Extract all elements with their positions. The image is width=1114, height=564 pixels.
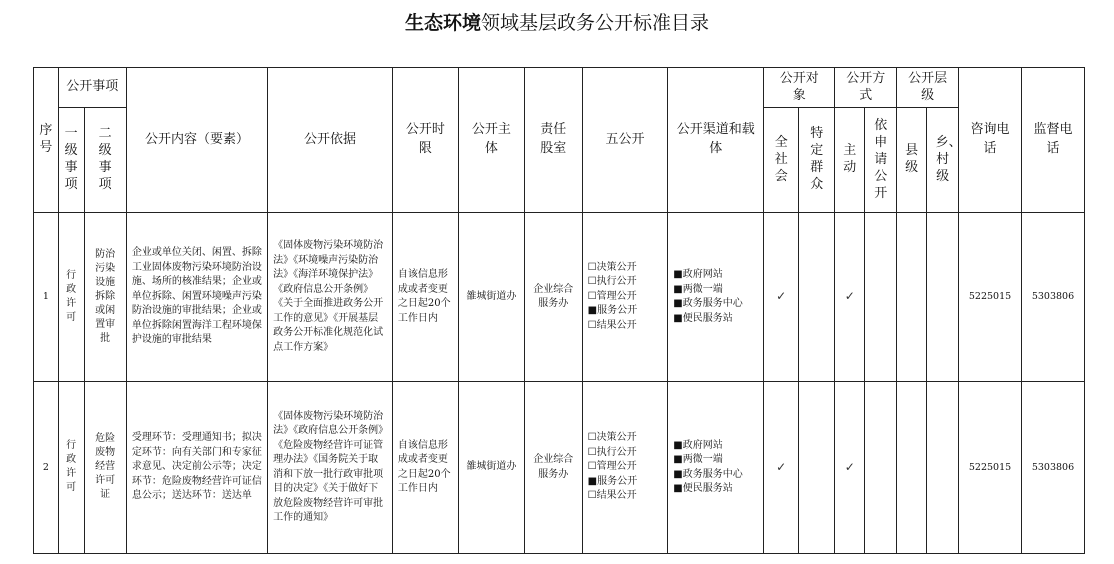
check-active: ✓ — [835, 213, 865, 382]
five-item: ☐结果公开 — [587, 490, 637, 502]
cell-seq: 2 — [34, 382, 59, 554]
header-level1: 一级事项 — [58, 108, 84, 213]
five-item: ☐管理公开 — [587, 290, 637, 302]
channel-item: ■政府网站 — [673, 269, 723, 280]
title-bold: 生态环境 — [404, 12, 481, 34]
page-title — [0, 8, 1114, 35]
channel-item: ■政务服务中心 — [673, 468, 743, 480]
cell-basis: 《固体废物污染环境防治法》《政府信息公开条例》《危险废物经营许可证管理办法》《国务院关于取消和下放一批行政审批项目的决定》《关于做好下放危险废物经营许可审批工作的通知》 — [268, 382, 393, 554]
cell-supervise-phone: 5303806 — [1021, 382, 1084, 554]
check-all-society: ✓ — [764, 213, 799, 382]
cell-level1: 行政许可 — [58, 382, 84, 554]
table-row — [34, 213, 1085, 382]
five-item: ■服务公开 — [587, 305, 638, 317]
check-town — [927, 213, 959, 382]
cell-consult-phone: 5225015 — [959, 382, 1022, 554]
header-level-group: 公开层级 — [897, 68, 959, 108]
five-item: ☐决策公开 — [587, 432, 637, 444]
header-content: 公开内容（要素） — [126, 68, 267, 213]
five-item: ☐执行公开 — [587, 276, 637, 288]
table-row — [34, 382, 1085, 554]
header-item-group: 公开事项 — [58, 68, 126, 108]
channel-item: ■两微一端 — [673, 283, 723, 295]
cell-level2: 危险废物经营许可证 — [84, 382, 126, 554]
check-specific — [799, 213, 835, 382]
cell-seq: 1 — [34, 213, 59, 382]
channel-item: ■政务服务中心 — [673, 298, 743, 309]
cell-level2: 防治污染设施拆除或闲置审批 — [84, 213, 126, 382]
check-county — [897, 213, 927, 382]
cell-content: 企业或单位关闭、闲置、拆除工业固体废物污染环境防治设施、场所的核准结果；企业或单位拆除、闲置环境噪声污染防治设施的审批结果；企业或单位拆除闲置海洋工程环境保护设施的审批结果 — [126, 213, 267, 382]
check-on-request — [865, 382, 897, 554]
header-specific: 特定群众 — [799, 108, 835, 213]
catalog-table — [33, 67, 1085, 554]
header-county: 县级 — [897, 108, 927, 213]
cell-level1: 行政许可 — [58, 213, 84, 382]
check-town — [927, 382, 959, 554]
header-five: 五公开 — [582, 68, 668, 213]
cell-five — [582, 382, 668, 554]
header-on-request: 依申请公开 — [865, 108, 897, 213]
cell-basis: 《固体废物污染环境防治法》《环境噪声污染防治法》《海洋环境保护法》《政府信息公开条例》《关于全面推进政务公开工作的意见》《开展基层政务公开标准化规范化试点工作方案》 — [268, 213, 393, 382]
check-active: ✓ — [835, 382, 865, 554]
channel-item: ■两微一端 — [673, 454, 723, 465]
cell-office: 企业综合服务办 — [524, 213, 582, 382]
five-item: ☐管理公开 — [587, 461, 637, 473]
check-all-society: ✓ — [764, 382, 799, 554]
cell-channel — [668, 382, 764, 554]
check-on-request — [865, 213, 897, 382]
header-method-group: 公开方式 — [835, 68, 897, 108]
cell-time: 自该信息形成或者变更之日起20个工作日内 — [392, 382, 458, 554]
channel-item: ■便民服务站 — [673, 483, 733, 494]
five-item: ☐结果公开 — [587, 319, 637, 331]
cell-subject: 雒城街道办 — [458, 213, 524, 382]
cell-content: 受理环节：受理通知书；拟决定环节：向有关部门和专家征求意见、决定前公示等；决定环节：危险废物经营许可证信息公示；送达环节：送达单 — [126, 382, 267, 554]
header-level2: 二级事项 — [84, 108, 126, 213]
header-time: 公开时限 — [392, 68, 458, 213]
cell-time: 自该信息形成或者变更之日起20个工作日内 — [392, 213, 458, 382]
header-active: 主动 — [835, 108, 865, 213]
header-all-society: 全社会 — [764, 108, 799, 213]
five-item: ☐决策公开 — [587, 261, 637, 273]
cell-subject: 雒城街道办 — [458, 382, 524, 554]
five-item: ☐执行公开 — [587, 446, 637, 458]
title-rest: 领域基层政务公开标准目录 — [481, 12, 710, 34]
header-target-group: 公开对象 — [764, 68, 835, 108]
five-item: ■服务公开 — [587, 475, 638, 487]
cell-five — [582, 213, 668, 382]
channel-item: ■便民服务站 — [673, 312, 733, 324]
check-specific — [799, 382, 835, 554]
header-town: 乡、村级 — [927, 108, 959, 213]
header-consult: 咨询电话 — [959, 68, 1022, 213]
cell-consult-phone: 5225015 — [959, 213, 1022, 382]
channel-item: ■政府网站 — [673, 439, 723, 451]
cell-supervise-phone: 5303806 — [1021, 213, 1084, 382]
header-subject: 公开主体 — [458, 68, 524, 213]
header-basis: 公开依据 — [268, 68, 393, 213]
check-county — [897, 382, 927, 554]
header-supervise: 监督电话 — [1021, 68, 1084, 213]
cell-office: 企业综合服务办 — [524, 382, 582, 554]
header-office: 责任股室 — [524, 68, 582, 213]
header-channel: 公开渠道和载体 — [668, 68, 764, 213]
cell-channel — [668, 213, 764, 382]
header-seq: 序号 — [34, 68, 59, 213]
